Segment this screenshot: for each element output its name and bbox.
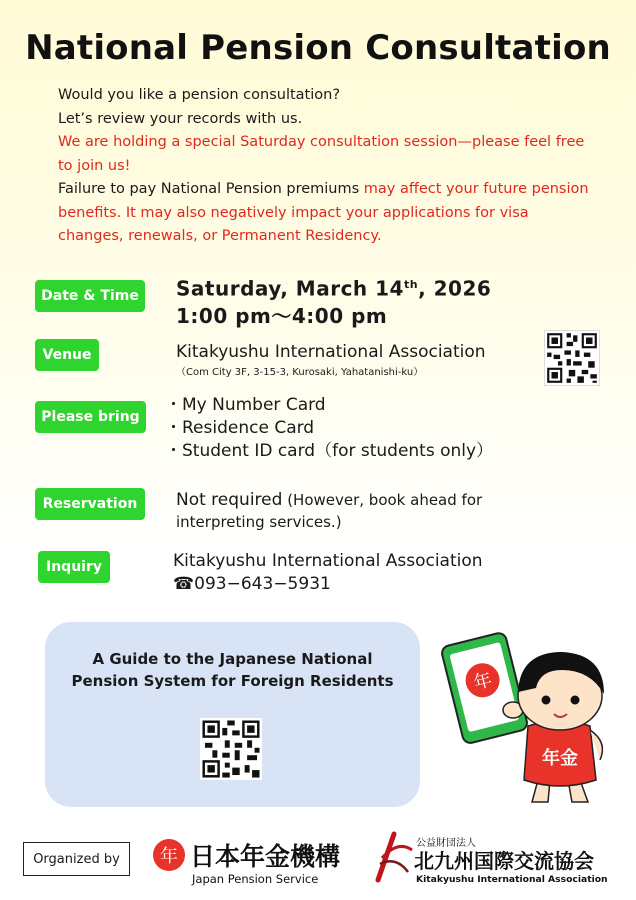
venue-name: Kitakyushu International Association <box>176 342 486 362</box>
inquiry-phone[interactable]: ☎093−643−5931 <box>173 574 331 594</box>
inquiry-name: Kitakyushu International Association <box>173 551 483 571</box>
date-time-label: Date & Time <box>35 280 145 312</box>
kia-logo-small: 公益財団法人 <box>416 838 476 849</box>
bring-item-residence-card: ・Residence Card <box>165 418 315 438</box>
kia-logo-japanese: 北九州国際交流協会 <box>414 849 594 873</box>
date-year: , 2026 <box>418 276 492 301</box>
guide-title-line-2: Pension System for Foreign Residents <box>71 672 394 690</box>
venue-value <box>176 342 486 378</box>
please-bring-label: Please bring <box>35 401 146 433</box>
jps-logo-graphic <box>152 835 348 887</box>
organized-by-box: Organized by <box>23 842 130 876</box>
reservation-main: Not required <box>176 490 283 510</box>
reservation-value <box>176 489 536 533</box>
pension-mascot-illustration <box>440 630 620 810</box>
venue-label: Venue <box>35 339 99 371</box>
guide-title-line-1: A Guide to the Japanese National <box>92 650 373 668</box>
guide-box <box>45 622 420 807</box>
japan-pension-service-logo <box>152 835 348 891</box>
guide-title <box>45 648 420 692</box>
kitakyushu-international-association-logo <box>368 830 608 892</box>
mascot-phone-glyph: 年 <box>471 669 495 695</box>
jps-logo-japanese: 日本年金機構 <box>190 842 341 871</box>
poster-title: National Pension Consultation <box>25 28 611 68</box>
intro-line-2: Let’s review your records with us. <box>58 110 303 127</box>
kia-logo-graphic <box>368 830 608 888</box>
intro-warning-red: may affect your future pension benefits. It may also negatively impact your applications for visa changes, renewals, or Permanent Residency. <box>58 181 589 244</box>
bring-list <box>165 394 493 463</box>
reservation-note: (However, book ahead for interpreting services.) <box>176 491 483 531</box>
mascot-apron-glyph: 年金 <box>542 748 578 769</box>
time-text: 1:00 pm〜4:00 pm <box>176 303 388 328</box>
bring-item-student-id: ・Student ID card（for students only） <box>165 441 494 461</box>
inquiry-label: Inquiry <box>38 551 110 583</box>
reservation-label: Reservation <box>35 488 145 520</box>
intro-line-1: Would you like a pension consultation? <box>58 87 341 103</box>
date-suffix: th <box>403 278 419 291</box>
intro-saturday-session: We are holding a special Saturday consultation session—please feel free to join us! <box>58 134 585 174</box>
inquiry-value <box>173 550 483 596</box>
intro-text <box>58 84 598 249</box>
venue-address: （Com City 3F, 3-15-3, Kurosaki, Yahatanishi-ku） <box>176 367 424 378</box>
intro-warning <box>58 178 598 249</box>
date-text: Saturday, March 14 <box>176 276 404 301</box>
jps-logo-english: Japan Pension Service <box>192 872 319 886</box>
jps-logo-mark: 年 <box>160 846 178 867</box>
guide-qr-code[interactable] <box>200 718 262 780</box>
kia-logo-english: Kitakyushu International Association <box>416 874 608 885</box>
date-time-value <box>176 271 491 330</box>
intro-warning-black: Failure to pay National Pension premiums <box>58 181 364 197</box>
bring-item-my-number-card: ・My Number Card <box>165 395 326 415</box>
venue-qr-code[interactable] <box>544 330 600 386</box>
